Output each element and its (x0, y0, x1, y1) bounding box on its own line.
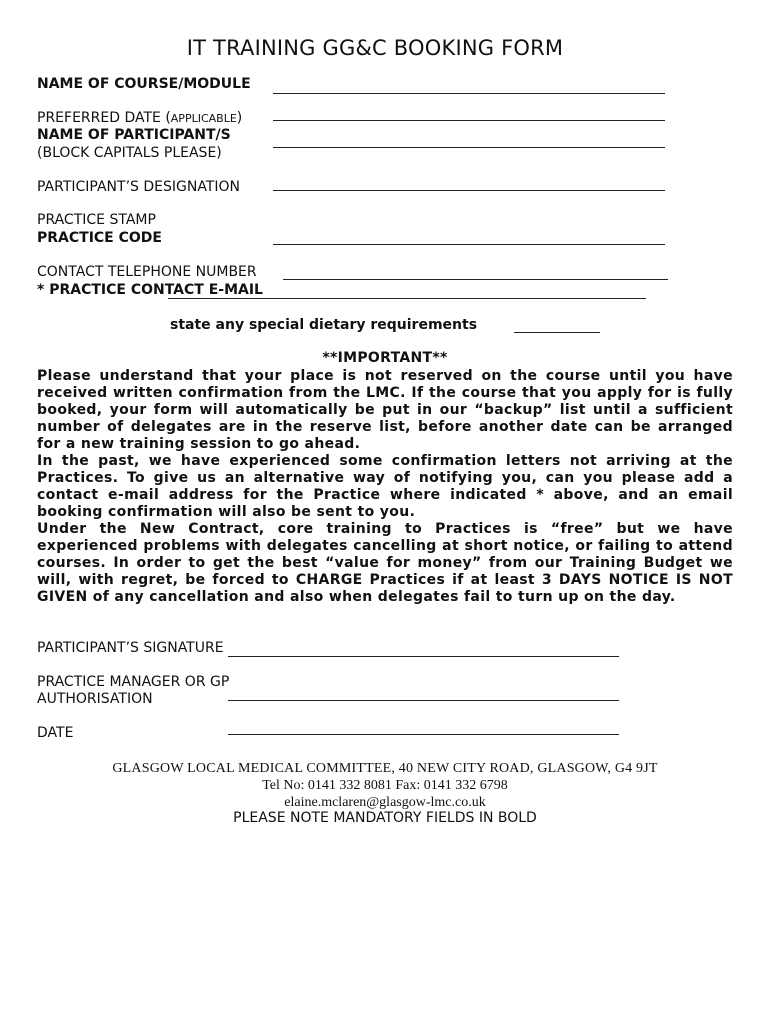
signature-label: PARTICIPANT’S SIGNATURE (37, 640, 224, 656)
practice-stamp-label: PRACTICE STAMP (37, 212, 156, 228)
email-label: * PRACTICE CONTACT E-MAIL (37, 282, 263, 298)
course-label: NAME OF COURSE/MODULE (37, 76, 251, 92)
authorisation-input-line[interactable] (228, 700, 619, 701)
authorisation-label-line1: PRACTICE MANAGER OR GP (37, 674, 230, 690)
footer-phone: Tel No: 0141 332 8081 Fax: 0141 332 6798 (262, 778, 508, 793)
designation-label: PARTICIPANT’S DESIGNATION (37, 179, 240, 195)
preferred-date-input-line[interactable] (273, 120, 665, 121)
authorisation-label-line2: AUTHORISATION (37, 691, 153, 707)
signature-input-line[interactable] (228, 656, 619, 657)
form-title: IT TRAINING GG&C BOOKING FORM (186, 36, 564, 60)
footer-address: GLASGOW LOCAL MEDICAL COMMITTEE, 40 NEW CITY ROAD, GLASGOW, G4 9JT (112, 761, 658, 776)
telephone-label: CONTACT TELEPHONE NUMBER (37, 264, 257, 280)
date-input-line[interactable] (228, 734, 619, 735)
practice-code-input-line[interactable] (273, 244, 665, 245)
designation-input-line[interactable] (273, 190, 665, 191)
notice-paragraph-cancellation: Under the New Contract, core training to Practices is “free” but we have experienced problems with delegates cancelling at short notice, or failing to attend courses. In order to get the best “value for money” from our Training Budget we will, with regret, be forced to CHARGE Practices if at least 3 DAYS NOTICE IS NOT GIVEN of any cancellation and also when delegates fail to turn up on the day. (37, 521, 733, 605)
important-heading: **IMPORTANT** (322, 350, 448, 366)
mandatory-note: PLEASE NOTE MANDATORY FIELDS IN BOLD (233, 810, 537, 826)
preferred-date-label: PREFERRED DATE (APPLICABLE) (37, 110, 243, 126)
footer-email: elaine.mclaren@glasgow-lmc.co.uk (284, 795, 486, 810)
dietary-input-line[interactable] (514, 332, 600, 333)
telephone-input-line[interactable] (283, 279, 668, 280)
practice-code-label: PRACTICE CODE (37, 230, 162, 246)
participant-name-input-line[interactable] (273, 147, 665, 148)
notice-paragraph-reservation: Please understand that your place is not reserved on the course until you have received written confirmation from the LMC. If the course that you apply for is fully booked, your form will automatically be put in our “backup” list until a sufficient number of delegates are in the reserve list, before another date can be arranged for a new training session to go ahead. (37, 368, 733, 452)
participant-name-note: (BLOCK CAPITALS PLEASE) (37, 145, 222, 161)
email-input-line[interactable] (168, 298, 646, 299)
important-notice (37, 368, 733, 606)
course-input-line[interactable] (273, 93, 665, 94)
notice-paragraph-email: In the past, we have experienced some confirmation letters not arriving at the Practices. To give us an alternative way of notifying you, can you please add a contact e-mail address for the Practice where indicated * above, and an email booking confirmation will also be sent to you. (37, 453, 733, 520)
participant-name-label: NAME OF PARTICIPANT/S (37, 127, 231, 143)
dietary-label: state any special dietary requirements (170, 317, 478, 333)
date-label: DATE (37, 725, 74, 741)
